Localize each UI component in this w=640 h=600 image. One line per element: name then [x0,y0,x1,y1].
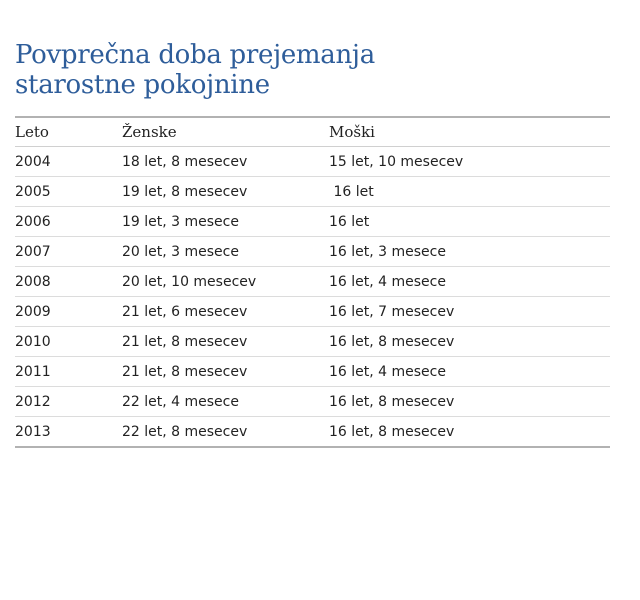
column-header-year: Leto [15,117,122,147]
table-row [15,297,610,327]
cell-men: 16 let, 4 mesece [329,267,610,297]
table-row [15,357,610,387]
page-title [15,40,610,100]
table-body [15,147,610,448]
cell-year: 2012 [15,387,122,417]
cell-men: 16 let, 4 mesece [329,357,610,387]
cell-year: 2011 [15,357,122,387]
cell-men: 16 let, 7 mesecev [329,297,610,327]
cell-year: 2006 [15,207,122,237]
table-row [15,207,610,237]
table-row [15,387,610,417]
cell-year: 2009 [15,297,122,327]
cell-year: 2004 [15,147,122,177]
cell-men: 16 let, 8 mesecev [329,423,455,440]
cell-men: 16 let, 8 mesecev [329,387,610,417]
cell-women: 20 let, 3 mesece [122,237,329,267]
table-row [15,177,610,207]
table-row [15,147,610,177]
header-row [15,117,610,147]
column-header-men: Moški [329,117,610,147]
cell-year: 2013 [15,423,51,440]
cell-year: 2007 [15,237,122,267]
title-line-2: starostne pokojnine [15,70,270,100]
cell-men: 16 let [329,207,610,237]
cell-year: 2010 [15,327,122,357]
cell-women: 19 let, 8 mesecev [122,177,329,207]
cell-men: 16 let, 8 mesecev [329,327,610,357]
column-header-women: Ženske [122,117,329,147]
table-row [15,417,610,448]
data-table [15,116,610,448]
cell-women: 18 let, 8 mesecev [122,147,329,177]
cell-year: 2008 [15,267,122,297]
table-row [15,267,610,297]
pension-table-figure [15,40,610,448]
table-row [15,327,610,357]
cell-women: 20 let, 10 mesecev [122,267,329,297]
cell-year: 2005 [15,177,122,207]
cell-women: 21 let, 8 mesecev [122,357,329,387]
cell-women: 22 let, 8 mesecev [122,423,248,440]
cell-women: 19 let, 3 mesece [122,207,329,237]
cell-men: 15 let, 10 mesecev [329,147,610,177]
title-line-1: Povprečna doba prejemanja [15,40,375,70]
table-row [15,237,610,267]
cell-women: 22 let, 4 mesece [122,387,329,417]
cell-men: 16 let, 3 mesece [329,237,610,267]
cell-women: 21 let, 6 mesecev [122,297,329,327]
cell-men: 16 let [329,177,610,207]
cell-women: 21 let, 8 mesecev [122,327,329,357]
